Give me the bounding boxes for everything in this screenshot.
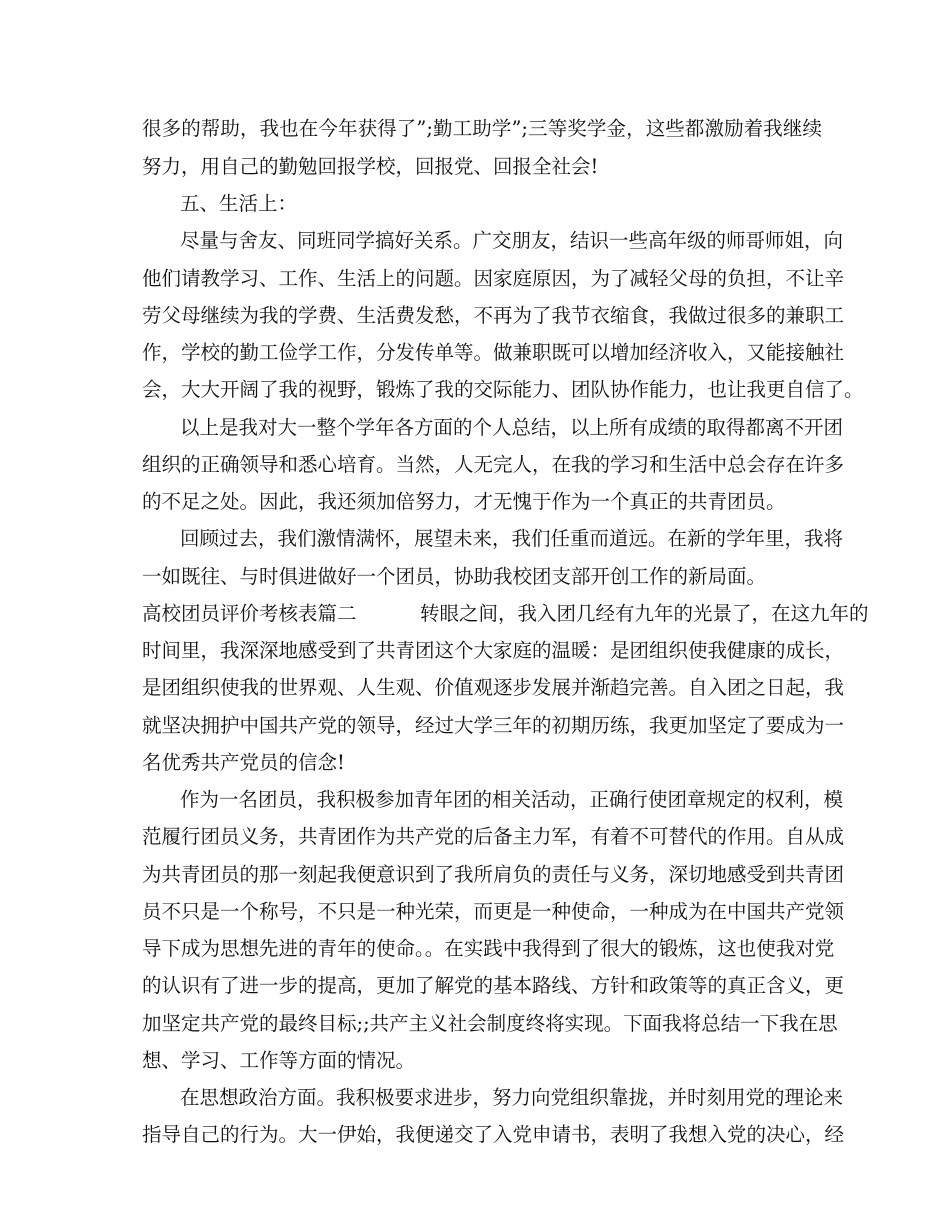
text-line: 员不只是一个称号，不只是一种光荣，而更是一种使命，一种成为在中国共产党领 (142, 900, 845, 923)
text-line: 组织的正确领导和悉心培育。当然，人无完人，在我的学习和生活中总会存在许多 (142, 453, 845, 476)
text-line: 努力，用自己的勤勉回报学校，回报党、回报全社会! (142, 155, 599, 178)
text-line: 范履行团员义务，共青团作为共产党的后备主力军，有着不可替代的作用。自从成 (142, 825, 845, 848)
text-line: 为共青团员的那一刻起我便意识到了我所肩负的责任与义务，深切地感受到共青团 (142, 863, 845, 886)
text-line: 想、学习、工作等方面的情况。 (142, 1049, 416, 1072)
text-line: 名优秀共产党员的信念! (142, 751, 345, 774)
text-line (142, 602, 869, 626)
text-line: 会，大大开阔了我的视野，锻炼了我的交际能力、团队协作能力，也让我更自信了。 (142, 378, 864, 401)
text-line: 时间里，我深深地感受到了共青团这个大家庭的温暖：是团组织使我健康的成长， (142, 639, 845, 662)
text-line: 作为一名团员，我积极参加青年团的相关活动，正确行使团章规定的权利，模 (180, 788, 844, 811)
section-heading: 五、生活上： (180, 192, 298, 215)
text-run: 转眼之间，我入团几经有九年的光景了，在这九年的 (420, 602, 869, 625)
text-line: 导下成为思想先进的青年的使命。。在实践中我得到了很大的锻炼，这也使我对党 (142, 937, 835, 960)
text-line: 的不足之处。因此，我还须加倍努力，才无愧于作为一个真正的共青团员。 (142, 490, 786, 513)
text-line: 是团组织使我的世界观、人生观、价值观逐步发展并渐趋完善。自入团之日起，我 (142, 676, 845, 699)
text-line: 尽量与舍友、同班同学搞好关系。广交朋友，结识一些高年级的师哥师姐，向 (180, 229, 844, 252)
text-line: 就坚决拥护中国共产党的领导，经过大学三年的初期历练，我更加坚定了要成为一 (142, 714, 845, 737)
text-line: 指导自己的行为。大一伊始，我便递交了入党申请书，表明了我想入党的决心，经 (142, 1123, 845, 1146)
text-line: 作，学校的勤工俭学工作，分发传单等。做兼职既可以增加经济收入，又能接触社 (142, 341, 845, 364)
text-line: 加坚定共产党的最终目标;;共产主义社会制度终将实现。下面我将总结一下我在思 (142, 1012, 838, 1035)
text-line: 劳父母继续为我的学费、生活费发愁，不再为了我节衣缩食，我做过很多的兼职工 (142, 304, 845, 327)
text-line: 一如既往、与时俱进做好一个团员，协助我校团支部开创工作的新局面。 (142, 565, 767, 588)
article-title: 高校团员评价考核表篇二 (142, 602, 357, 625)
text-line: 他们请教学习、工作、生活上的问题。因家庭原因，为了减轻父母的负担，不让辛 (142, 267, 845, 290)
text-line: 很多的帮助，我也在今年获得了”;勤工助学”;三等奖学金，这些都激励着我继续 (142, 117, 822, 140)
text-line: 在思想政治方面。我积极要求进步，努力向党组织靠拢，并时刻用党的理论来 (180, 1086, 844, 1109)
text-line: 回顾过去，我们激情满怀，展望未来，我们任重而道远。在新的学年里，我将 (180, 527, 844, 550)
text-line: 以上是我对大一整个学年各方面的个人总结，以上所有成绩的取得都离不开团 (180, 416, 844, 439)
text-line: 的认识有了进一步的提高，更加了解党的基本路线、方针和政策等的真正含义，更 (142, 974, 845, 997)
